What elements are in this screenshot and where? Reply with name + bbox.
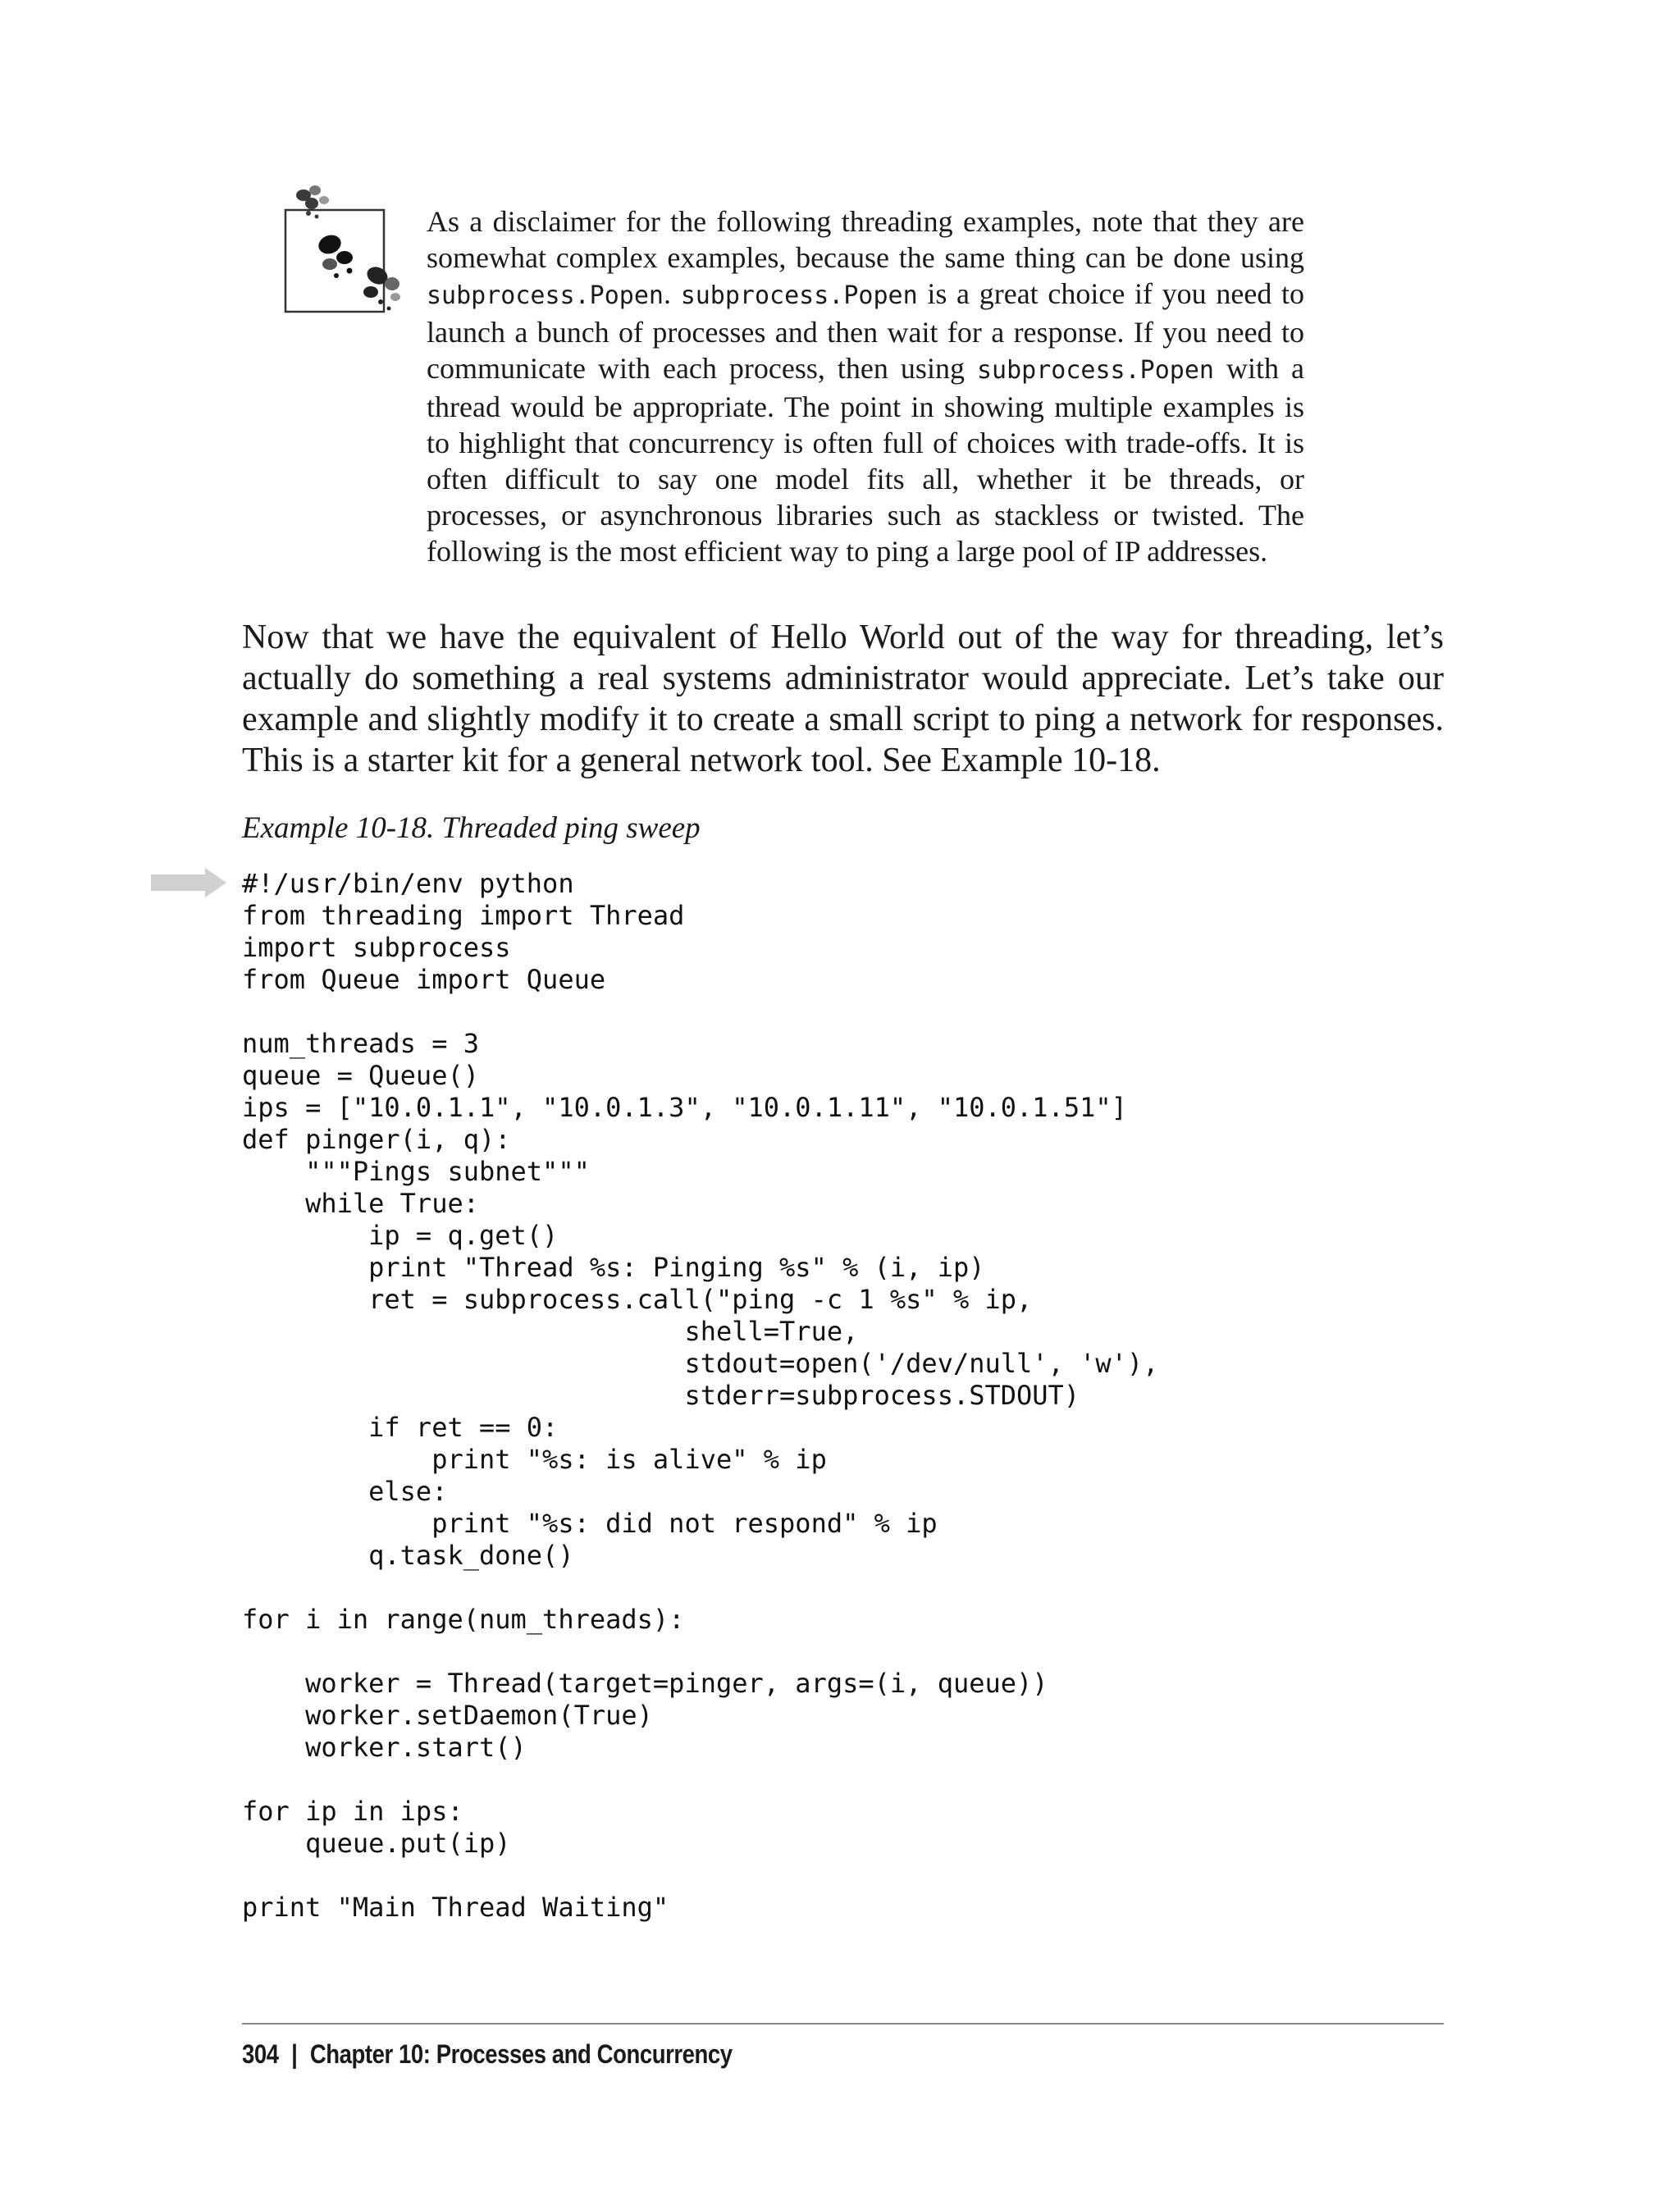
page-number: 304: [242, 2039, 279, 2069]
code-listing: [242, 868, 1158, 1924]
code-line: import subprocess: [242, 932, 511, 963]
note-text-segment: As a disclaimer for the following threading examples, note that they are somewhat complex examples, because the same thing can be done using: [427, 205, 1304, 274]
code-line: worker = Thread(target=pinger, args=(i, queue)): [242, 1668, 1048, 1699]
note-text-segment: .: [663, 277, 681, 310]
note-text-segment: with a thread would be appropriate. The point in showing multiple examples is to highlight that concurrency is often full of choices with trade-offs. It is often difficult to say one model fits all, whether it be threads, or processes, or asynchronous libraries such as stackless or twisted. The following is the most efficient way to ping a large pool of IP addresses.: [427, 352, 1304, 568]
code-line: ip = q.get(): [242, 1220, 559, 1251]
tip-leaf-icon: [279, 179, 427, 326]
footer-separator: |: [291, 2039, 298, 2069]
code-line: while True:: [242, 1188, 479, 1219]
code-line: ret = subprocess.call("ping -c 1 %s" % ip,: [242, 1284, 1033, 1315]
code-line: from threading import Thread: [242, 900, 685, 931]
code-line: shell=True,: [242, 1316, 859, 1347]
code-line: #!/usr/bin/env python: [242, 868, 574, 899]
code-line: for i in range(num_threads):: [242, 1604, 685, 1635]
code-line: for ip in ips:: [242, 1796, 463, 1827]
code-line: queue.put(ip): [242, 1828, 511, 1859]
code-line: ips = ["10.0.1.1", "10.0.1.3", "10.0.1.11", "10.0.1.51"]: [242, 1092, 1127, 1123]
inline-code: subprocess.Popen: [427, 281, 664, 310]
code-line: stdout=open('/dev/null', 'w'),: [242, 1348, 1159, 1379]
footer-rule: [242, 2023, 1444, 2025]
code-line: from Queue import Queue: [242, 964, 606, 995]
code-line: worker.start(): [242, 1732, 527, 1763]
chapter-title: Chapter 10: Processes and Concurrency: [309, 2039, 733, 2069]
code-line: num_threads = 3: [242, 1028, 479, 1059]
inline-code: subprocess.Popen: [976, 356, 1214, 385]
code-line: def pinger(i, q):: [242, 1124, 511, 1155]
code-line: else:: [242, 1476, 448, 1507]
note-text-segment: is a great choice if you need to launch a bunch of processes and then wait for a response. If you need to communicate with each process, then using: [427, 277, 1305, 385]
inline-code: subprocess.Popen: [680, 281, 918, 310]
code-line: stderr=subprocess.STDOUT): [242, 1380, 1080, 1411]
code-line: print "Thread %s: Pinging %s" % (i, ip): [242, 1252, 985, 1283]
code-line: worker.setDaemon(True): [242, 1700, 653, 1731]
arrow-marker-icon: [151, 868, 226, 897]
code-line: """Pings subnet""": [242, 1156, 590, 1187]
page-footer: [242, 2038, 733, 2070]
note-disclaimer-text: [427, 203, 1304, 569]
code-line: print "%s: is alive" % ip: [242, 1444, 827, 1475]
code-line: q.task_done(): [242, 1540, 574, 1571]
body-paragraph: Now that we have the equivalent of Hello World out of the way for threading, let’s actually do something a real systems administrator would appreciate. Let’s take our example and slightly modify it to create a small script to ping a network for responses. This is a starter kit for a general network tool. See Example 10-18.: [242, 619, 1444, 779]
code-line: if ret == 0:: [242, 1412, 559, 1443]
code-line: print "Main Thread Waiting": [242, 1892, 669, 1923]
example-caption: Example 10-18. Threaded ping sweep: [242, 811, 701, 845]
code-line: print "%s: did not respond" % ip: [242, 1508, 938, 1539]
code-line: queue = Queue(): [242, 1060, 479, 1091]
